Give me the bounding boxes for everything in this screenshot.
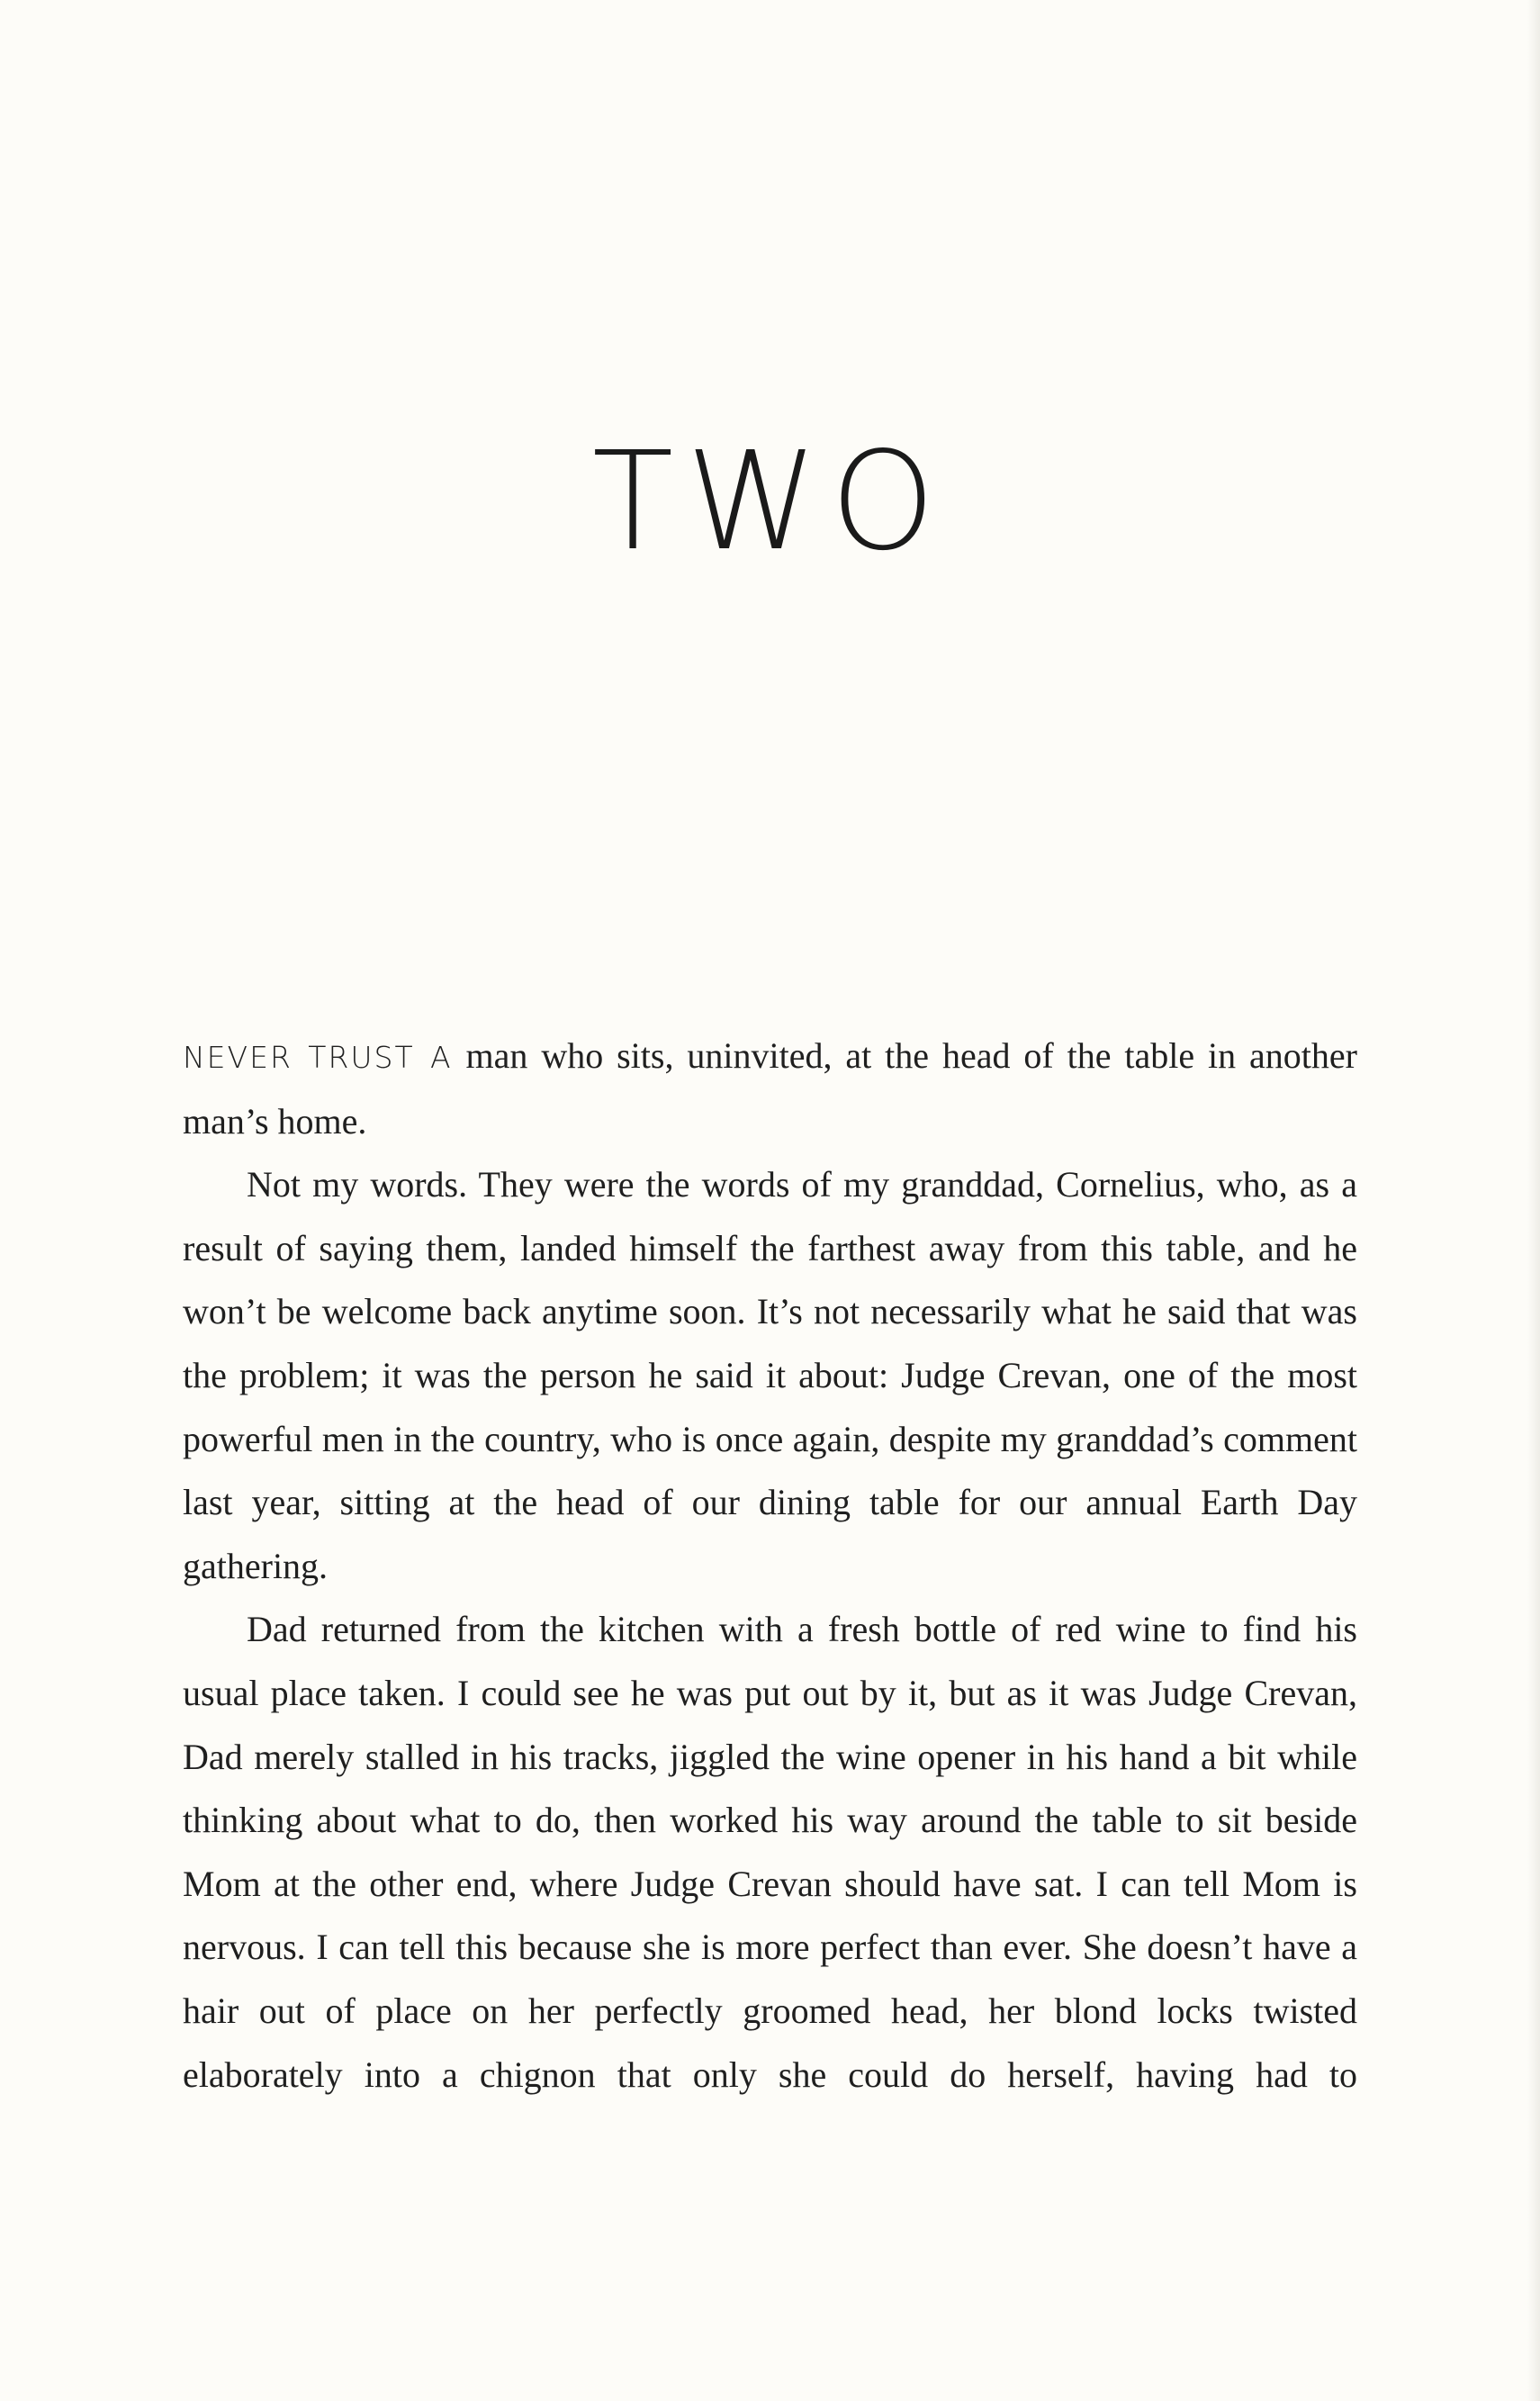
body-text [183, 1024, 1357, 2107]
lead-in-smallcaps: NEVER TRUST A [183, 1040, 453, 1075]
page-edge-shadow [1527, 0, 1540, 2401]
paragraph-1 [183, 1024, 1357, 1153]
paragraph-1-text: man who sits, uninvited, at the head of the table in another man’s home. [183, 1035, 1357, 1142]
chapter-title: TWO [591, 422, 949, 581]
paragraph-2: Not my words. They were the words of my granddad, Cornelius, who, as a result of saying them, landed himself the farthest away from this table, and he won’t be welcome back anytime soon. It’s not necessarily what he said that was the problem; it was the person he said it about: Judge Crevan, one of the most powerful men in the country, who is once again, despite my granddad’s comment last year, sitting at the head of our dining table for our annual Earth Day gathering. [183, 1164, 1357, 1586]
paragraph-3: Dad returned from the kitchen with a fresh bottle of red wine to find his usual place taken. I could see he was put out by it, but as it was Judge Crevan, Dad merely stalled in his tracks, jiggled the wine opener in his hand a bit while thinking about what to do, then worked his way around the table to sit beside Mom at the other end, where Judge Crevan should have sat. I can tell Mom is nervous. I can tell this because she is more perfect than ever. She doesn’t have a hair out of place on her perfectly groomed head, her blond locks twisted elaborately into a chignon that only she could do herself, having had to [183, 1609, 1357, 2095]
